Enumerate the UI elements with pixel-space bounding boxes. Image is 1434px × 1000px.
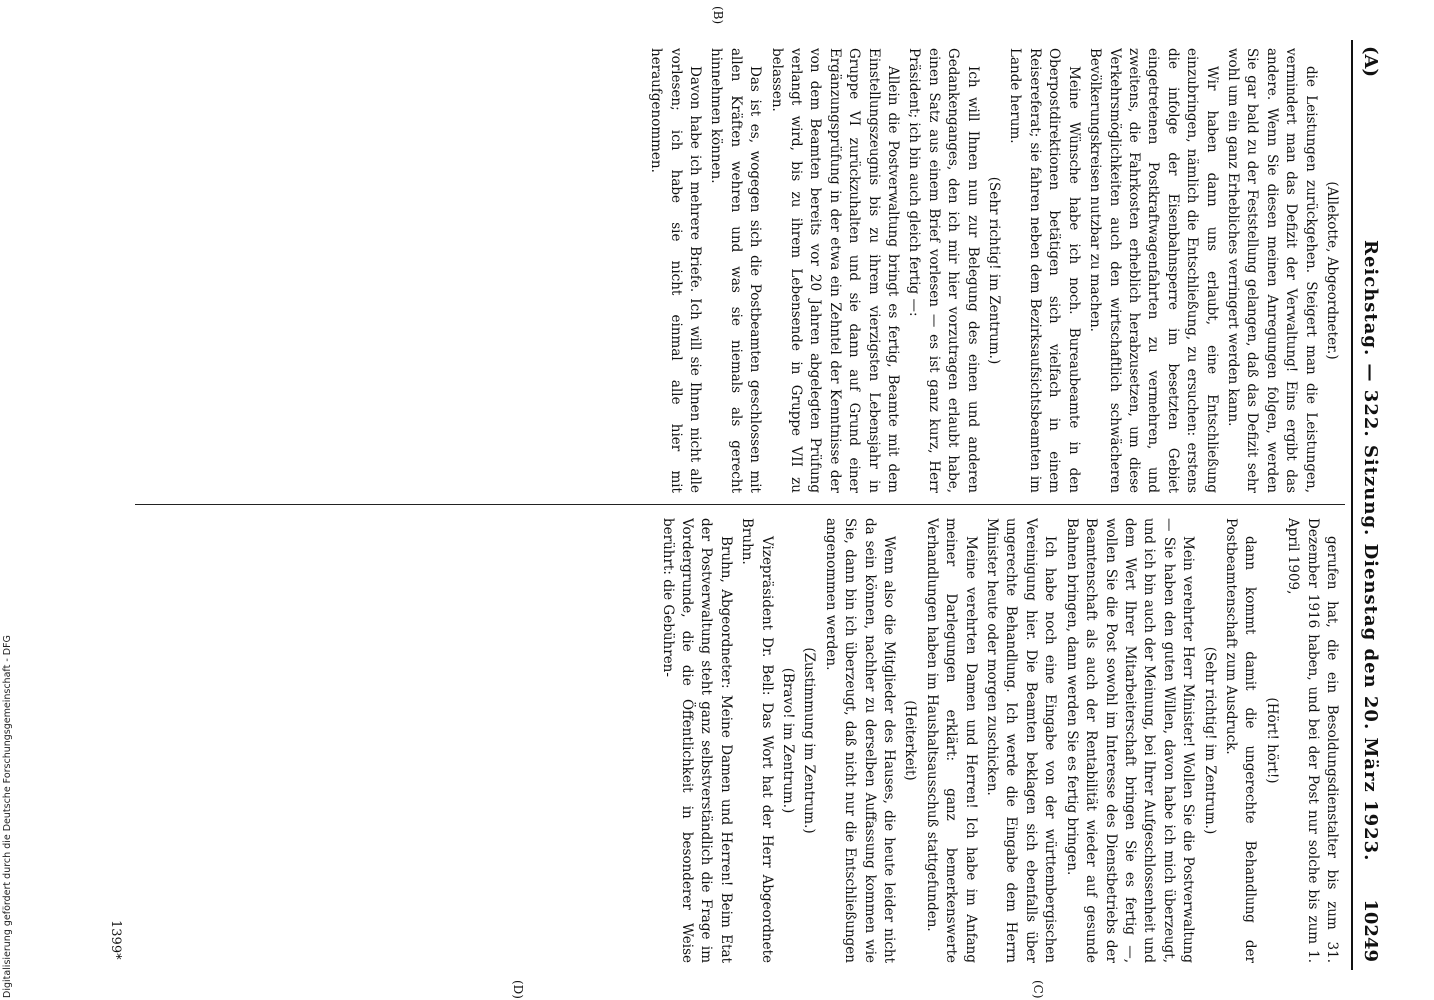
right-column bbox=[141, 518, 1341, 963]
margin-mark-d: (D) bbox=[511, 980, 525, 999]
digitization-credit: Digitalisierung gefördert durch die Deutsche Forschungsgemeinschaft - DFG bbox=[2, 635, 13, 998]
quote-paragraph: Das ist es, wogegen sich die Postbeamten geschlossen mit allen Kräften wehren und was sie niemals als gerecht hinnehmen können. bbox=[708, 48, 764, 493]
paragraph: Davon habe ich mehrere Briefe. Ich will sie Ihnen nicht alle vorlesen; ich habe sie nicht einmal alle hier mit heraufgenommen. bbox=[648, 48, 703, 493]
page-header bbox=[1351, 40, 1385, 970]
paragraph: Mein verehrter Herr Minister! Wollen Sie die Postverwaltung — Sie haben den guten Willen, davon habe ich mich überzeugt, und ich bin auch der Meinung, bei Ihrer Aufgeschlossenheit und dem Wert Ihrer Mitarbeiterschaft bringen Sie es fertig —, wollen Sie die Post sowohl im Interesse des Dienstbetriebs der Beamtenschaft als auch der Rentabilität wieder auf gesunde Bahnen bringen, dann werden Sie es fertig bringen. bbox=[1063, 518, 1197, 963]
speaker-line: (Allekotte, Abgeordneter.) bbox=[1324, 181, 1340, 360]
paragraph: dann kommt damit die ungerechte Behandlung der Postbeamtenschaft zum Ausdruck. bbox=[1222, 518, 1259, 963]
header-page-number: 10249 bbox=[1360, 899, 1381, 962]
margin-mark-b: (B) bbox=[711, 6, 725, 25]
paragraph: Ich habe noch eine Eingabe von der württembergischen Vereinigung hier. Die Beamten beklagen sich ebenfalls über ungerechte Behandlung. Ich werde die Eingabe dem Herrn Minister heute oder morgen zuschicken. bbox=[984, 518, 1059, 963]
paragraph: Bruhn, Abgeordneter: Meine Damen und Herren! Beim Etat der Postverwaltung steht ganz selbstverständlich die Frage im Vordergrunde, die die Öffentlichkeit in besonderer Weise berührt: die Gebühren- bbox=[659, 518, 734, 963]
paragraph: Wir haben dann uns erlaubt, eine Entschließung einzubringen, nämlich die Entschließung, zu ersuchen: erstens die infolge der Eisenbahnsperre im besetzten Gebiet eingetretenen Postkraftwagenfahrten zu vermehren, und zweitens, die Fahrkosten erheblich herabzusetzen, um diese Verkehrsmöglichkeiten auch den wirtschaftlich schwächeren Bevölkerungskreisen nutzbar zu machen. bbox=[1087, 48, 1220, 493]
paragraph: die Leistungen zurückgehen. Steigert man die Leistungen, vermindert man das Defizit der Verwaltung! Eins ergibt das andere. Wenn Sie diesen meinen Anregungen folgen, werden Sie gar bald zu der Feststellung gelangen, daß das Defizit sehr wohl um ein ganz Erhebliches verringert werden kann. bbox=[1224, 48, 1319, 493]
paragraph: gerufen hat, die ein Besoldungsdienstalter bis zum 31. Dezember 1916 haben, und bei der Post nur solche bis zum 1. April 1909, bbox=[1285, 518, 1340, 963]
paragraph: Wenn also die Mitglieder des Hauses, die heute leider nicht da sein können, nachher zu derselben Auffassung kommen wie Sie, dann bin ich überzeugt, daß nicht nur die Entschließungen angenommen werden. bbox=[822, 518, 898, 963]
scanned-page bbox=[95, 6, 1385, 999]
margin-mark-c: (C) bbox=[1031, 980, 1045, 999]
signature-number: 1399* bbox=[108, 920, 123, 960]
paragraph: Meine Wünsche habe ich noch. Bureaubeamte in den Oberpostdirektionen betätigen sich vielfach in einem Reisereferat; sie fahren neben dem Bezirksaufsichtsbeamten im Lande herum. bbox=[1007, 48, 1082, 493]
interjection: (Heiterkeit) bbox=[902, 700, 919, 781]
interjection: (Sehr richtig! im Zentrum.) bbox=[1201, 646, 1218, 835]
paragraph: Ich will Ihnen nun zur Belegung des einen und anderen Gedankenganges, den ich mir hier vorzutragen erlaubt habe, einen Satz aus einem Brief vorlesen — es ist ganz kurz, Herr Präsident; ich bin auch gleich fertig —: bbox=[906, 48, 981, 493]
interjection: (Sehr richtig! im Zentrum.) bbox=[986, 176, 1003, 365]
left-column bbox=[141, 48, 1341, 493]
header-title: Reichstag. — 322. Sitzung. Dienstag den 20. März 1923. bbox=[1360, 240, 1381, 862]
header-margin-mark: (A) bbox=[1360, 46, 1381, 77]
paragraph: Vizepräsident Dr. Bell: Das Wort hat der Herr Abgeordnete Bruhn. bbox=[739, 518, 775, 963]
quote-paragraph: Allein die Postverwaltung bringt es fertig, Beamte mit dem Einstellungszeugnis bis zu ihrem vierzigsten Lebensjahr in Gruppe VI zurückzuhalten und sie dann auf Grund einer Ergänzungsprüfung in der etwa ein Zehntel der Kenntnisse der von dem Beamten bereits vor 20 Jahren abgelegten Prüfung verlangt wird, bis zu ihrem Lebensende in Gruppe VII zu belassen. bbox=[768, 48, 902, 493]
interjection: (Bravo! im Zentrum.) bbox=[780, 667, 797, 814]
interjection: (Hört! hört!) bbox=[1263, 697, 1280, 784]
interjection: (Zustimmung im Zentrum.) bbox=[801, 647, 818, 834]
column-divider bbox=[135, 504, 1345, 505]
paragraph: Meine verehrten Damen und Herren! Ich habe im Anfang meiner Darlegungen erklärt: ganz bemerkenswerte Verhandlungen haben im Haushaltsausschuß stattgefunden. bbox=[923, 518, 979, 963]
